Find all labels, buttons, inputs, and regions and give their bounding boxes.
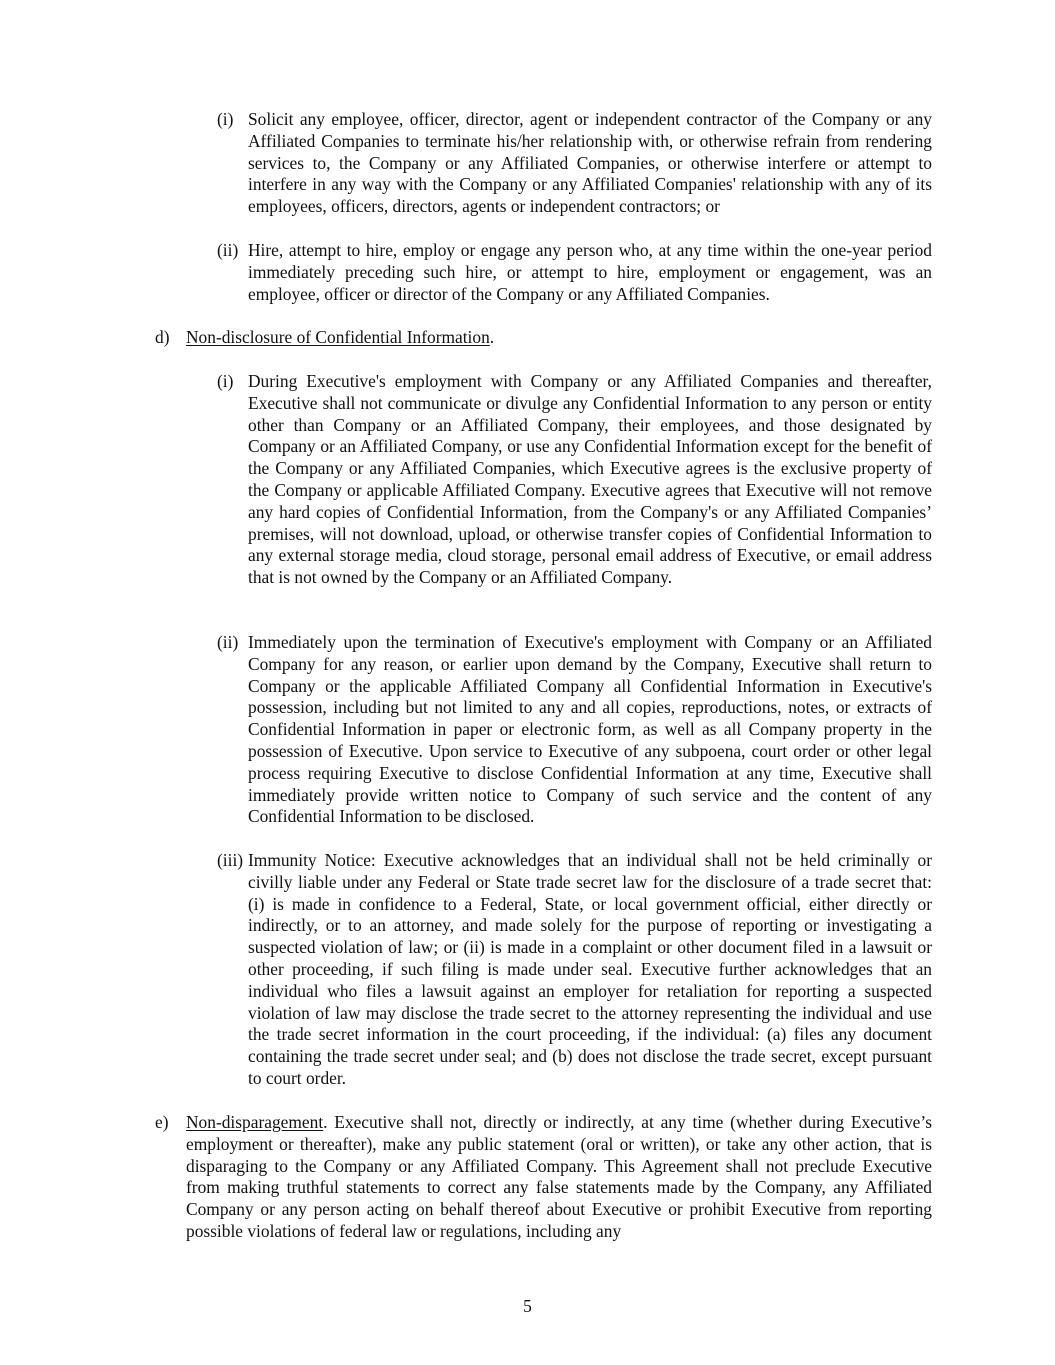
clause-text: Immediately upon the termination of Executive's employment with Company or an Affiliated Company for any reason, or earlier upon demand by the Company, Executive shall return to Company or the applicable Affiliated Company all Confidential Information in Executive's possession, including but not limited to any and all copies, reproductions, notes, or extracts of Confidential Information in paper or electronic form, as well as all Company property in the possession of Executive. Upon service to Executive of any subpoena, court order or other legal process requiring Executive to disclose Confidential Information at any time, Executive shall immediately provide written notice to Company of such service and the content of any Confidential Information to be disclosed. — [248, 632, 932, 827]
section-d-heading — [155, 327, 932, 349]
section-body: . Executive shall not, directly or indirectly, at any time (whether during Executive’s employment or thereafter), make any public statement (oral or written), or take any other action, that is disparaging to the Company or any Affiliated Company. This Agreement shall not preclude Executive from making truthful statements to correct any false statements made by the Company, any Affiliated Company or any person acting on behalf thereof about Executive or prohibit Executive from reporting possible violations of federal law or regulations, including any — [186, 1112, 932, 1241]
section-text — [186, 1112, 932, 1243]
heading-period: . — [489, 327, 495, 347]
clause-text: Hire, attempt to hire, employ or engage any person who, at any time within the one-year period immediately preceding such hire, or attempt to hire, employment or engagement, was an employee, officer or director of the Company or any Affiliated Companies. — [248, 240, 932, 304]
clause-d-i — [217, 371, 932, 589]
section-heading: Non-disclosure of Confidential Information — [186, 327, 490, 347]
clause-d-ii — [217, 632, 932, 828]
clause-number: (i) — [217, 109, 234, 129]
clause-text: During Executive's employment with Company or any Affiliated Companies and thereafter, Executive shall not communicate or divulge any Confidential Information to any person or entity other than Company or an Affiliated Company, their employees, and those designated by Company or an Affiliated Company, or use any Confidential Information except for the benefit of the Company or any Affiliated Companies, which Executive agrees is the exclusive property of the Company or applicable Affiliated Company. Executive agrees that Executive will not remove any hard copies of Confidential Information, from the Company's or any Affiliated Companies’ premises, will not download, upload, or otherwise transfer copies of Confidential Information to any external storage media, cloud storage, personal email address of Executive, or email address that is not owned by the Company or an Affiliated Company. — [248, 371, 932, 588]
clause-text: Solicit any employee, officer, director, agent or independent contractor of the Company or any Affiliated Companies to terminate his/her relationship with, or otherwise refrain from rendering services to, the Company or any Affiliated Companies, or otherwise interfere or attempt to interfere in any way with the Company or any Affiliated Companies' relationship with any of its employees, officers, directors, agents or independent contractors; or — [248, 109, 932, 217]
section-number: e) — [155, 1112, 169, 1132]
section-number: d) — [155, 327, 170, 347]
page-number: 5 — [523, 1296, 532, 1316]
clause-number: (i) — [217, 371, 234, 391]
clause-number: (iii) — [217, 850, 244, 870]
section-heading: Non-disparagement — [186, 1112, 324, 1132]
clause-d-iii — [217, 850, 932, 1090]
clause-c-ii — [217, 240, 932, 305]
clause-number: (ii) — [217, 632, 239, 652]
clause-number: (ii) — [217, 240, 239, 260]
clause-text: Immunity Notice: Executive acknowledges that an individual shall not be held criminally or civilly liable under any Federal or State trade secret law for the disclosure of a trade secret that: (i) is made in confidence to a Federal, State, or local government official, either directly or indirectly, or to an attorney, and made solely for the purpose of reporting or investigating a suspected violation of law; or (ii) is made in a complaint or other document filed in a lawsuit or other proceeding, if such filing is made under seal. Executive further acknowledges that an individual who files a lawsuit against an employer for retaliation for reporting a suspected violation of law may disclose the trade secret to the attorney representing the individual and use the trade secret information in the court proceeding, if the individual: (a) files any document containing the trade secret under seal; and (b) does not disclose the trade secret, except pursuant to court order. — [248, 850, 932, 1088]
section-e — [155, 1112, 932, 1243]
clause-c-i — [217, 109, 932, 218]
section-heading-line — [186, 327, 932, 349]
